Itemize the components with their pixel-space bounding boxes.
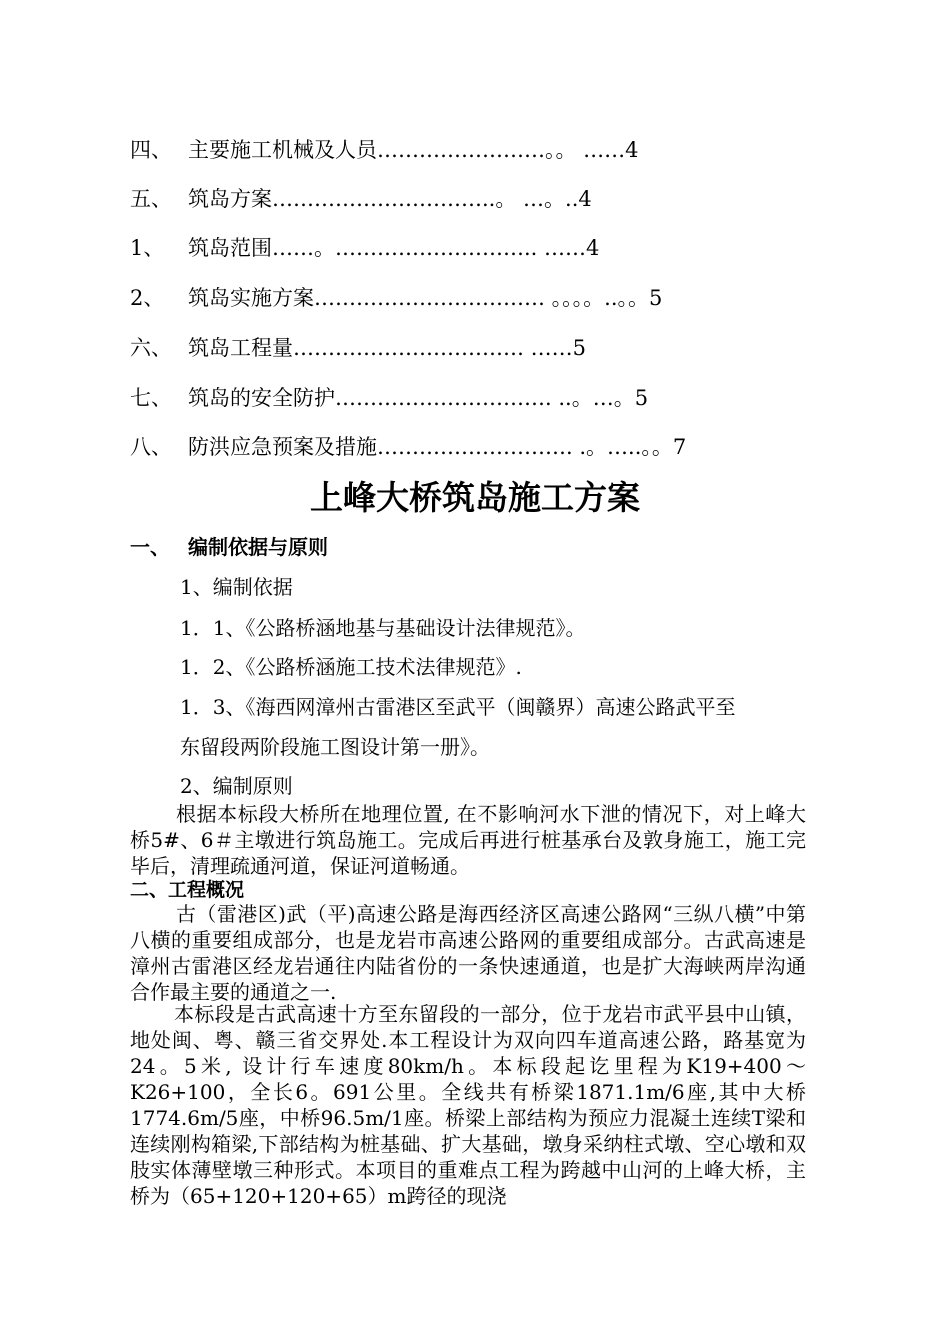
section-title: 编制依据与原则: [188, 535, 328, 559]
toc-title: 主要施工机械及人员: [188, 138, 377, 162]
toc-entry[interactable]: [130, 437, 686, 458]
toc-title: 筑岛范围: [188, 236, 272, 260]
reference-item: 1．1、《公路桥涵地基与基础设计法律规范》。: [180, 616, 586, 640]
toc-number: 1、: [130, 236, 165, 260]
toc-title: 防洪应急预案及措施: [188, 435, 377, 459]
toc-entry[interactable]: [130, 189, 592, 210]
toc-number: 八、: [130, 435, 172, 459]
toc-number: 六、: [130, 336, 172, 360]
toc-entry[interactable]: [130, 338, 586, 359]
toc-leader: …………………………… 。。。。..。。5: [314, 286, 663, 310]
subsection-heading: 2、编制原则: [180, 774, 293, 798]
toc-title: 筑岛方案: [188, 187, 272, 211]
toc-entry[interactable]: [130, 388, 648, 409]
section-heading: 二、工程概况: [130, 879, 245, 901]
toc-number: 五、: [130, 187, 172, 211]
toc-leader: …………………………… ……5: [293, 336, 587, 360]
toc-title: 筑岛工程量: [188, 336, 293, 360]
toc-leader: ……。……………………….. ……4: [272, 236, 600, 260]
document-title: 上峰大桥筑岛施工方案: [310, 478, 640, 517]
toc-leader: ……………………。。 ……4: [377, 138, 639, 162]
toc-entry[interactable]: [130, 140, 639, 161]
reference-item: 1．3、《海西网漳州古雷港区至武平（闽赣界）高速公路武平至: [180, 695, 736, 719]
overview-paragraph: 古（雷港区)武（平)高速公路是海西经济区高速公路网“三纵八横”中第八横的重要组成部分，也是龙岩市高速公路网的重要组成部分。古武高速是漳州古雷港区经龙岩通往内陆省份的一条快速通道，也是扩大海峡两岸沟通合作最主要的通道之一.: [130, 902, 806, 1004]
principle-paragraph: 根据本标段大桥所在地理位置, 在不影响河水下泄的情况下，对上峰大桥5#、6＃主墩进行筑岛施工。完成后再进行桩基承台及敦身施工，施工完毕后，清理疏通河道，保证河道畅通。: [130, 802, 806, 878]
toc-title: 筑岛实施方案: [188, 286, 314, 310]
section-number: 一、: [130, 535, 170, 559]
reference-item: 1．2、《公路桥涵施工技术法律规范》.: [180, 655, 522, 679]
toc-number: 四、: [130, 138, 172, 162]
toc-entry[interactable]: [130, 288, 662, 309]
reference-item-continued: 东留段两阶段施工图设计第一册》。: [180, 735, 490, 759]
toc-leader: …………………………. ..。…。5: [335, 386, 649, 410]
toc-entry[interactable]: [130, 238, 599, 259]
subsection-heading: 1、编制依据: [180, 575, 293, 599]
toc-number: 2、: [130, 286, 165, 310]
toc-leader: …………………………..。 …。..4: [272, 187, 592, 211]
section-heading: [130, 537, 328, 557]
overview-paragraph: 本标段是古武高速十方至东留段的一部分，位于龙岩市武平县中山镇，地处闽、粤、赣三省交界处.本工程设计为双向四车道高速公路，路基宽为24。5米, 设计行车速度80km/h。本标段起讫里程为K19+400～K26+100，全长6。691公里。全线共有桥梁1871.1m/6座,其中大桥1774.6m/5座，中桥96.5m/1座。桥梁上部结构为预应力混凝土连续T梁和连续刚构箱梁,下部结构为桩基础、扩大基础，墩身采纳柱式墩、空心墩和双肢实体薄壁墩三种形式。本项目的重难点工程为跨越中山河的上峰大桥，主桥为（65+120+120+65）m跨径的现浇: [130, 1002, 806, 1208]
toc-number: 七、: [130, 386, 172, 410]
toc-title: 筑岛的安全防护: [188, 386, 335, 410]
toc-leader: ………………………. .。…..。。7: [377, 435, 687, 459]
